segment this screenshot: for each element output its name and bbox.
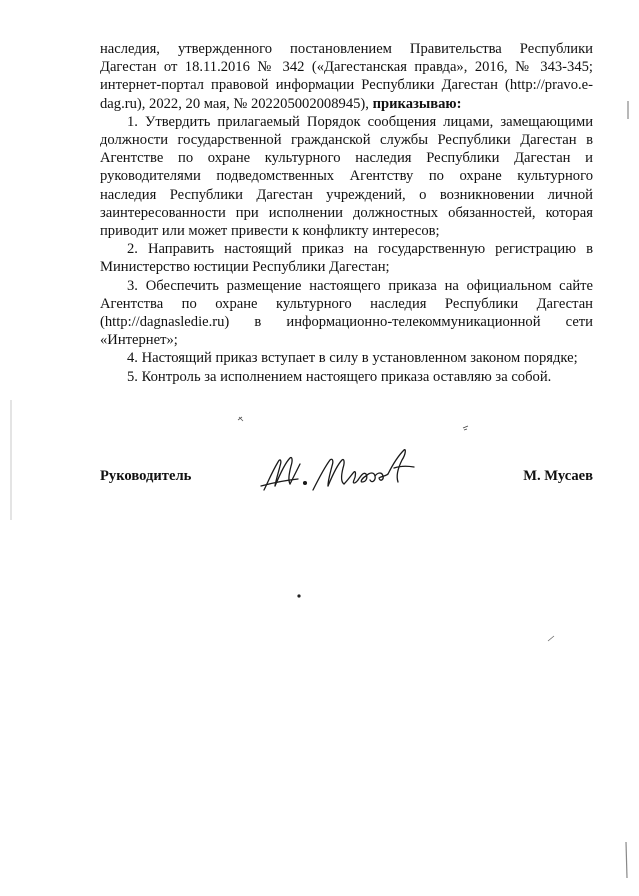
- preamble-paragraph: [100, 40, 593, 113]
- order-item-4: 4. Настоящий приказ вступает в силу в установленном законом порядке;: [127, 350, 578, 367]
- margin-scan-mark: [624, 100, 632, 120]
- margin-scan-mark: [620, 840, 632, 880]
- handwritten-signature: [258, 446, 428, 498]
- margin-scan-line: [8, 400, 14, 520]
- signer-title: Руководитель: [100, 468, 192, 484]
- scan-dot-mark: [296, 593, 302, 599]
- scan-speck-mark: [462, 424, 470, 432]
- preamble-text: наследия, утвержденного постановлением Правительства Республики Дагестан от 18.11.2016 № 342 («Дагестанская правда», 2016, № 343-345; интернет-портал правовой информации Республики Дагестан (http://pravo.e-dag.ru), 2022, 20 мая, № 202205002008945),: [100, 41, 593, 112]
- order-item-5: 5. Контроль за исполнением настоящего приказа оставляю за собой.: [127, 368, 552, 385]
- order-item-3: 3. Обеспечить размещение настоящего приказа на официальном сайте Агентства по охране культурного наследия Республики Дагестан (http://dagnasledie.ru) в информационно-телекоммуникационной сети «Интернет»;: [100, 277, 593, 349]
- signer-name: М. Мусаев: [523, 468, 593, 484]
- scan-speck-mark: [546, 634, 556, 644]
- order-item-1: 1. Утвердить прилагаемый Порядок сообщения лицами, замещающими должности государственной гражданской службы Республики Дагестан в Агентстве по охране культурного наследия Республики Дагестан и руководителями подведомственных Агентству по охране культурного наследия Республики Дагестан учреждений, о возникновении личной заинтересованности при исполнении должностных обязанностей, которая приводит или может привести к конфликту интересов;: [100, 113, 593, 240]
- order-keyword: приказываю:: [372, 95, 462, 112]
- order-item-2: 2. Направить настоящий приказ на государственную регистрацию в Министерство юстиции Республики Дагестан;: [100, 241, 593, 276]
- document-body: [100, 40, 593, 386]
- scan-speck-mark: [236, 414, 246, 424]
